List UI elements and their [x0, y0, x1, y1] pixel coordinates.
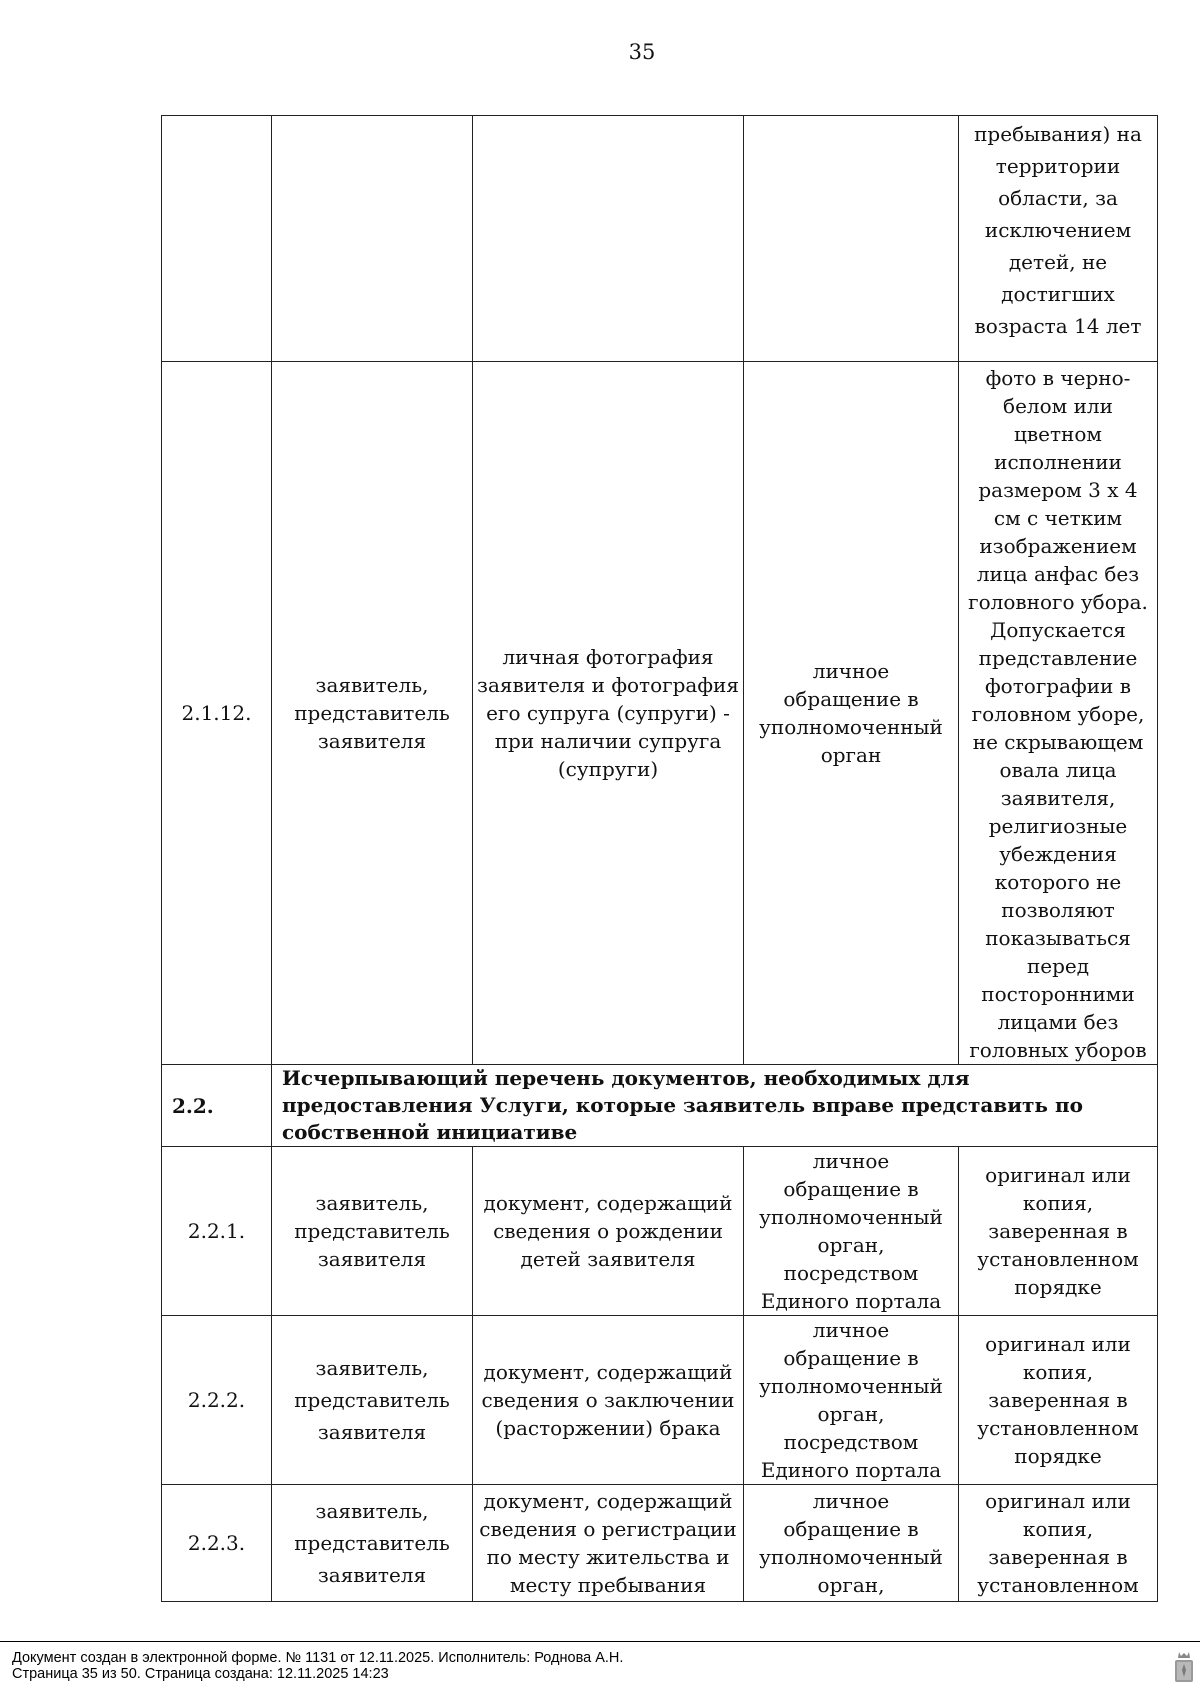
footer-line-1: Документ создан в электронной форме. № 1131 от 12.11.2025. Исполнитель: Роднова А.Н. — [12, 1650, 624, 1666]
page-number: 35 — [628, 40, 656, 64]
cell-who: заявитель, представитель заявителя — [272, 1316, 473, 1485]
footer — [0, 1641, 1200, 1682]
cell-requirements: оригинал или копия, заверенная в установленном порядке — [959, 1147, 1158, 1316]
cell-number: 2.2.3. — [162, 1485, 272, 1602]
cell-requirements: фото в черно-белом или цветном исполнении размером 3 х 4 см с четким изображением лица анфас без головного убора. Допускается представление фотографии в головном уборе, не скрывающем овала лица заявителя, религиозные убеждения которого не позволяют показываться перед посторонними лицами без головных уборов — [959, 362, 1158, 1065]
cell-document: документ, содержащий сведения о регистрации по месту жительства и месту пребывания — [473, 1485, 744, 1602]
cell-requirements: пребывания) на территории области, за исключением детей, не достигших возраста 14 лет — [959, 116, 1158, 362]
cell-who: заявитель, представитель заявителя — [272, 362, 473, 1065]
cell-requirements: оригинал или копия, заверенная в установленном порядке — [959, 1316, 1158, 1485]
cell-method — [744, 116, 959, 362]
table-row — [162, 116, 1158, 362]
footer-line-2: Страница 35 из 50. Страница создана: 12.11.2025 14:23 — [12, 1666, 389, 1682]
table-row — [162, 1147, 1158, 1316]
cell-method: личное обращение в уполномоченный орган, посредством Единого портала — [744, 1147, 959, 1316]
cell-number: 2.1.12. — [162, 362, 272, 1065]
cell-who — [272, 116, 473, 362]
cell-number: 2.2.1. — [162, 1147, 272, 1316]
cell-document: документ, содержащий сведения о заключении (расторжении) брака — [473, 1316, 744, 1485]
section-row — [162, 1065, 1158, 1147]
coat-of-arms-icon — [1173, 1650, 1195, 1684]
cell-document — [473, 116, 744, 362]
table-row — [162, 1316, 1158, 1485]
cell-document: документ, содержащий сведения о рождении детей заявителя — [473, 1147, 744, 1316]
cell-number — [162, 116, 272, 362]
cell-method: личное обращение в уполномоченный орган, — [744, 1485, 959, 1602]
cell-requirements: оригинал или копия, заверенная в установленном — [959, 1485, 1158, 1602]
cell-who: заявитель, представитель заявителя — [272, 1485, 473, 1602]
cell-number: 2.2.2. — [162, 1316, 272, 1485]
cell-method: личное обращение в уполномоченный орган, посредством Единого портала — [744, 1316, 959, 1485]
section-title: Исчерпывающий перечень документов, необходимых для предоставления Услуги, которые заявитель вправе представить по собственной инициативе — [272, 1065, 1158, 1147]
cell-who: заявитель, представитель заявителя — [272, 1147, 473, 1316]
table-row — [162, 362, 1158, 1065]
cell-document: личная фотография заявителя и фотография его супруга (супруги) - при наличии супруга (супруги) — [473, 362, 744, 1065]
footer-text — [12, 1650, 623, 1682]
table-row — [162, 1485, 1158, 1602]
section-number: 2.2. — [162, 1065, 272, 1147]
documents-table — [161, 115, 1158, 1602]
cell-method: личное обращение в уполномоченный орган — [744, 362, 959, 1065]
